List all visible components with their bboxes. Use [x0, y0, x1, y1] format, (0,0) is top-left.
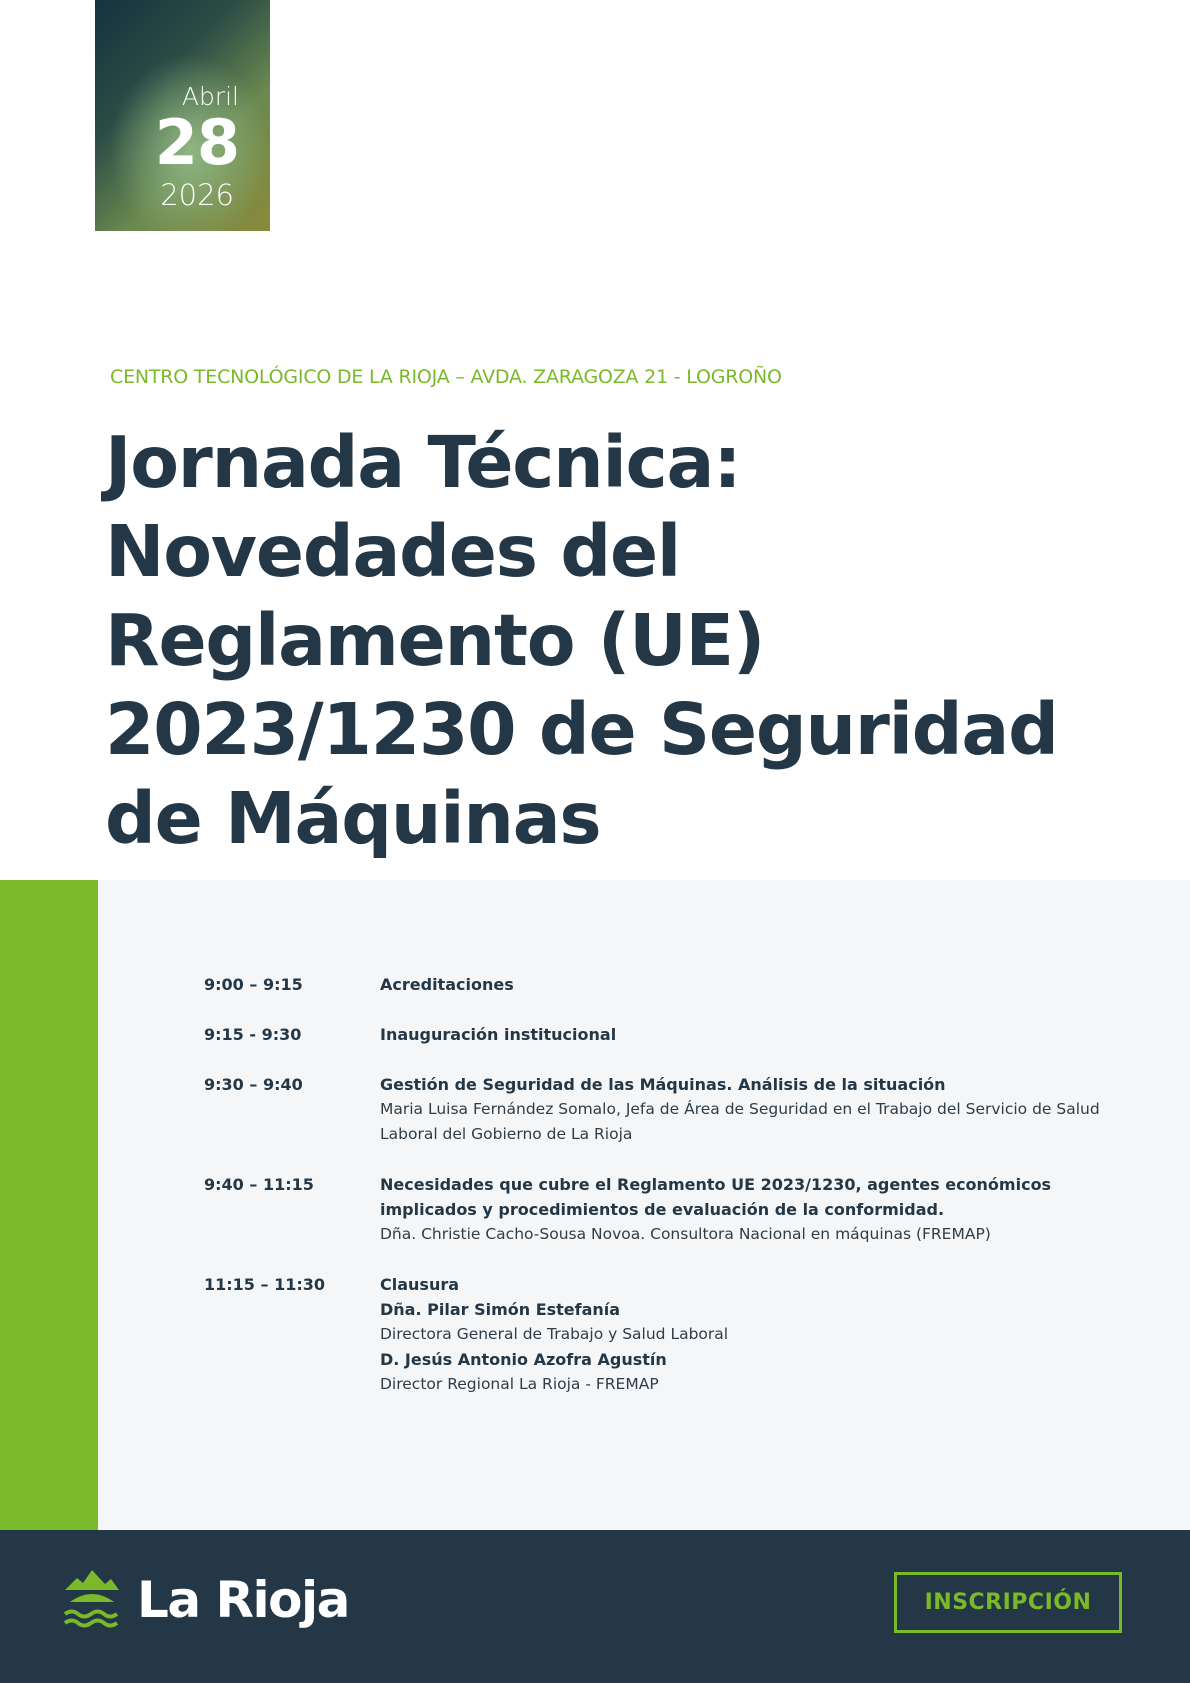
- agenda-item-detail: Directora General de Trabajo y Salud Laboral: [380, 1325, 729, 1343]
- date-month: Abril: [181, 82, 239, 111]
- agenda-item-title: Acreditaciones: [380, 975, 514, 994]
- date-day: 28: [154, 106, 239, 179]
- agenda-row: [204, 972, 1144, 997]
- accent-strip: [0, 880, 98, 1530]
- agenda-time: 9:15 - 9:30: [204, 1025, 302, 1044]
- agenda-row: [204, 1272, 1144, 1397]
- footer: [0, 1530, 1190, 1683]
- agenda-time: 11:15 – 11:30: [204, 1275, 325, 1294]
- agenda-list: [204, 972, 1144, 1422]
- agenda-item-title: Dña. Pilar Simón Estefanía: [380, 1300, 621, 1319]
- agenda-item-title: D. Jesús Antonio Azofra Agustín: [380, 1350, 667, 1369]
- agenda-item-detail: Maria Luisa Fernández Somalo, Jefa de Área de Seguridad en el Trabajo del Servicio de Salud Laboral del Gobierno de La Rioja: [380, 1100, 1100, 1143]
- agenda-content: [380, 1172, 1144, 1247]
- agenda-section: [0, 880, 1190, 1530]
- agenda-item-title: Inauguración institucional: [380, 1025, 617, 1044]
- agenda-time: 9:40 – 11:15: [204, 1175, 314, 1194]
- agenda-content: [380, 1022, 1144, 1047]
- la-rioja-logo: [63, 1568, 349, 1632]
- agenda-item-detail: Dña. Christie Cacho-Sousa Novoa. Consultora Nacional en máquinas (FREMAP): [380, 1225, 991, 1243]
- agenda-row: [204, 1172, 1144, 1247]
- agenda-time: 9:00 – 9:15: [204, 975, 303, 994]
- agenda-item-title: Clausura: [380, 1275, 460, 1294]
- agenda-content: [380, 1272, 1144, 1397]
- agenda-item-title: Gestión de Seguridad de las Máquinas. Análisis de la situación: [380, 1075, 946, 1094]
- la-rioja-logo-icon: [63, 1568, 121, 1632]
- agenda-item-title: Necesidades que cubre el Reglamento UE 2023/1230, agentes económicos implicados y procedimientos de evaluación de la conformidad.: [380, 1175, 1052, 1219]
- date-year: 2026: [160, 178, 234, 212]
- agenda-content: [380, 1072, 1144, 1147]
- agenda-time: 9:30 – 9:40: [204, 1075, 303, 1094]
- agenda-content: [380, 972, 1144, 997]
- date-box: [95, 0, 270, 231]
- agenda-row: [204, 1022, 1144, 1047]
- venue-address: CENTRO TECNOLÓGICO DE LA RIOJA – AVDA. ZARAGOZA 21 - LOGROÑO: [110, 366, 782, 388]
- agenda-row: [204, 1072, 1144, 1147]
- agenda-item-detail: Director Regional La Rioja - FREMAP: [380, 1375, 659, 1393]
- page-title: Jornada Técnica: Novedades del Reglamento (UE) 2023/1230 de Seguridad de Máquinas: [105, 421, 1058, 860]
- inscripcion-button[interactable]: INSCRIPCIÓN: [894, 1572, 1122, 1633]
- logo-text: La Rioja: [137, 1571, 349, 1629]
